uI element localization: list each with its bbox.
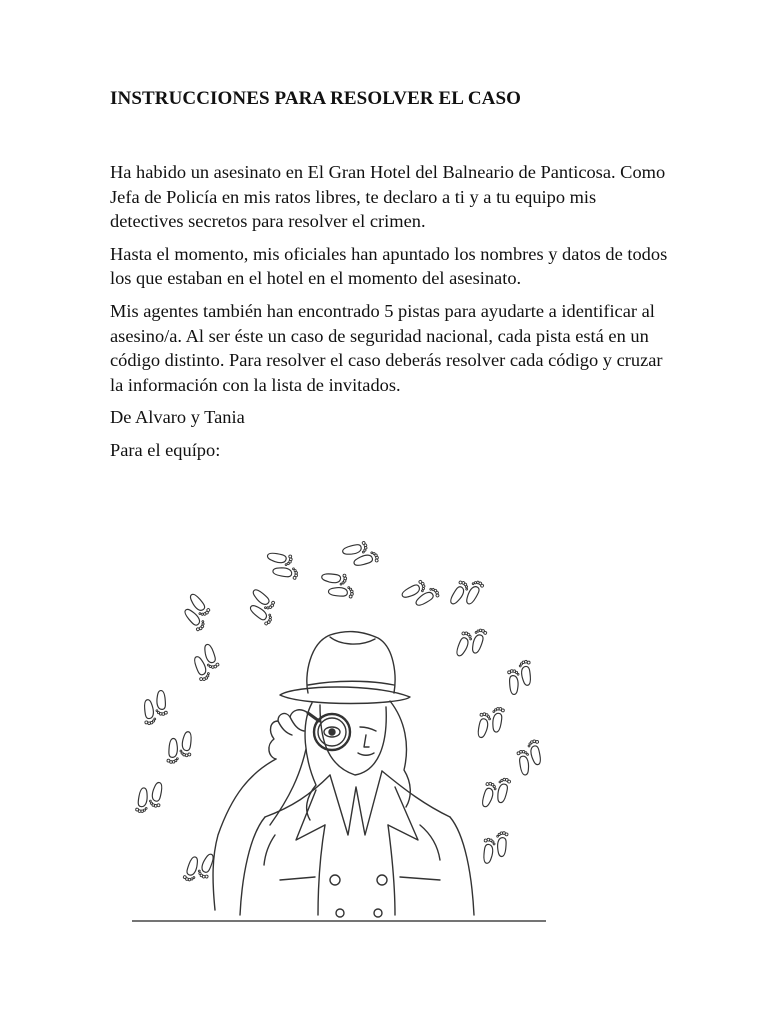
body-text: [110, 160, 670, 471]
paragraph-team: Para el equípo:: [110, 439, 221, 460]
detective-figure: [213, 632, 474, 917]
page-title: INSTRUCCIONES PARA RESOLVER EL CASO: [110, 88, 522, 109]
paragraph-clues: Mis agentes también han encontrado 5 pistas para ayudarte a identificar al asesino/a. Al ser éste un caso de seguridad nacional, cada pista está en un código distinto. Para resolver el caso deberás resolver cada código y cruzar la información con la lista de invitados.: [110, 300, 663, 395]
paragraph-signature: De Alvaro y Tania: [110, 407, 245, 428]
paragraph-intro: Ha habido un asesinato en El Gran Hotel del Balneario de Panticosa. Como Jefa de Policía en mis ratos libres, te declaro a ti y a tu equipo mis detectives secretos para resolver el crimen.: [110, 162, 666, 232]
detective-illustration: [120, 535, 560, 935]
paragraph-officers: Hasta el momento, mis oficiales han apuntado los nombres y datos de todos los que estaban en el hotel en el momento del asesinato.: [110, 243, 668, 289]
footprints-ring: [135, 539, 544, 887]
